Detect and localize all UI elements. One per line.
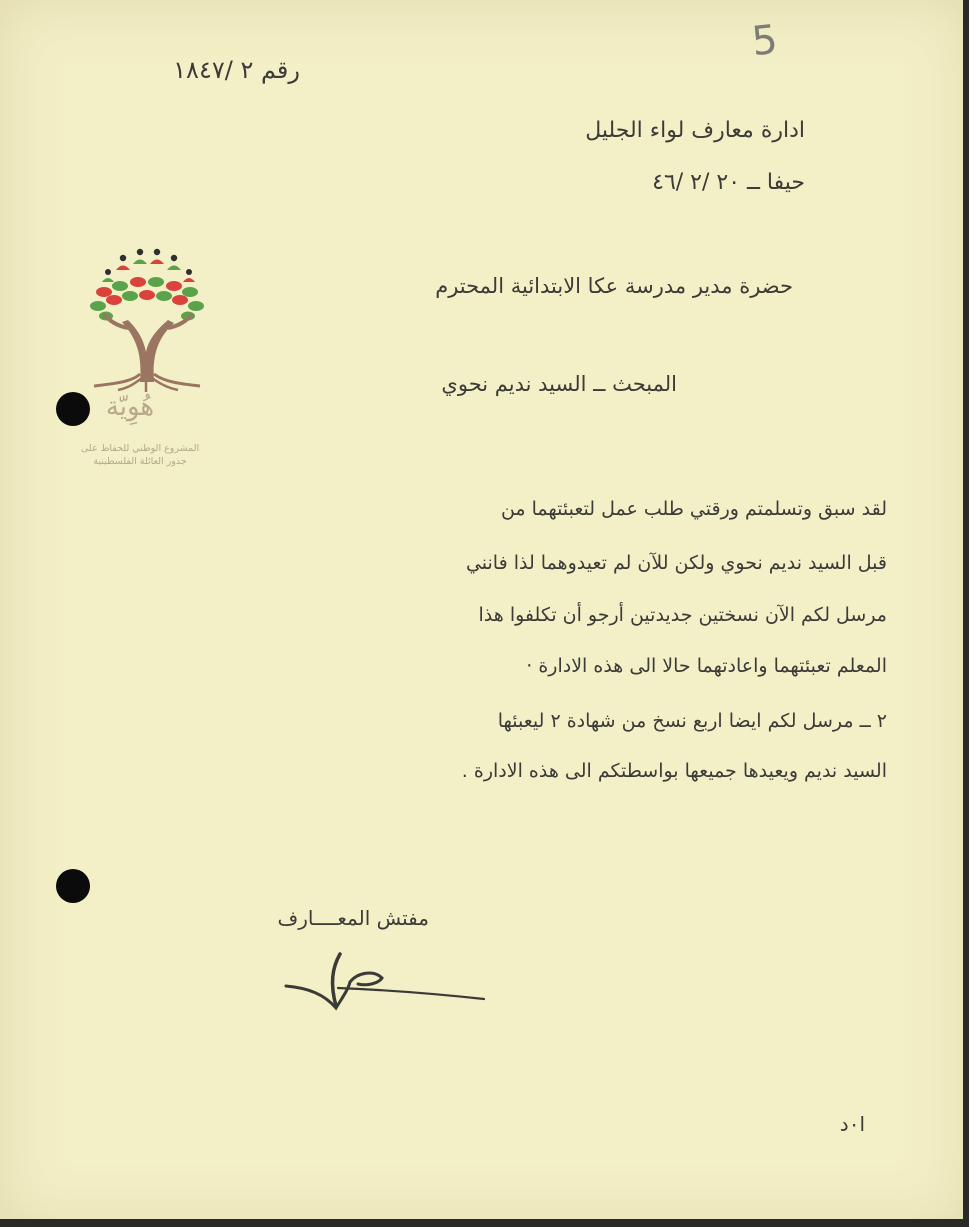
body-line-2: قبل السيد نديم نحوي ولكن للآن لم تعيدوهما لذا فانني: [465, 552, 887, 574]
logo-caption: [70, 442, 210, 468]
initials: ا٠د: [839, 1112, 865, 1136]
logo-caption-line-2: جذور العائلة الفلسطينية: [93, 456, 187, 467]
logo-caption-line-1: المشروع الوطني للحفاظ على: [80, 443, 200, 454]
recipient-line: حضرة مدير مدرسة عكا الابتدائية المحترم: [435, 274, 793, 298]
logo-name: هُوِيّة: [105, 392, 155, 422]
body-line-3: مرسل لكم الآن نسختين جديدتين أرجو أن تكلفوا هذا: [478, 604, 887, 626]
scan-edge-right: [963, 0, 969, 1227]
body-line-4: المعلم تعبئتهما واعادتهما حالا الى هذه الادارة ·: [526, 655, 887, 677]
scan-edge-bottom: [0, 1219, 969, 1227]
body-line-6: السيد نديم ويعيدها جميعها بواسطتكم الى هذه الادارة .: [461, 760, 887, 782]
reference-number: رقم ٢ /١٨٤٧: [173, 56, 300, 84]
subject-line: المبحث ــ السيد نديم نحوي: [441, 372, 677, 396]
punch-hole-bottom: [56, 869, 90, 903]
page-number: 5: [749, 16, 780, 66]
signatory-title: مفتش المعــــارف: [277, 906, 429, 930]
place-and-date: حيفا ــ ٢٠ /٢ /٤٦: [652, 170, 805, 195]
office-heading: ادارة معارف لواء الجليل: [585, 118, 805, 143]
body-line-5: ٢ ــ مرسل لكم ايضا اربع نسخ من شهادة ٢ ليعبئها: [497, 710, 887, 732]
handwritten-signature: [278, 944, 498, 1019]
body-line-1: لقد سبق وتسلمتم ورقتي طلب عمل لتعبئتهما من: [500, 498, 887, 520]
